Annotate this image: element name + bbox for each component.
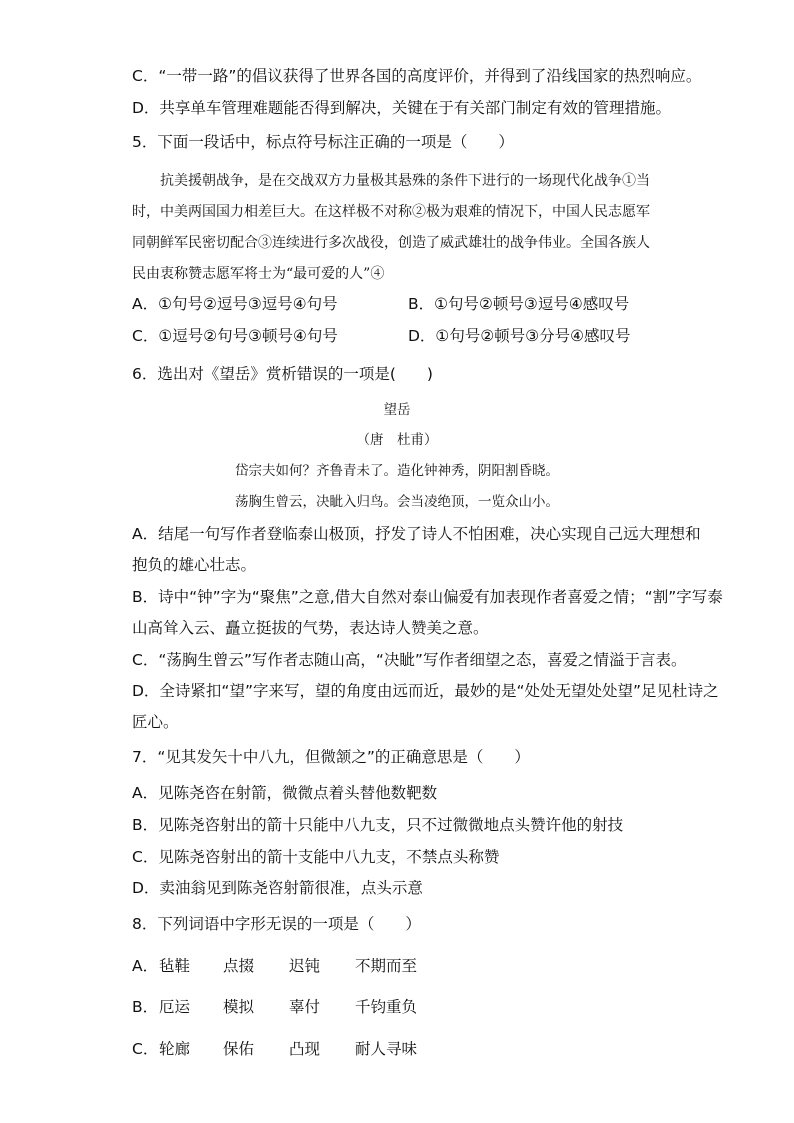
q5-passage-line-1: 抗美援朝战争，是在交战双方力量极其悬殊的条件下进行的一场现代化战争①当 [160,173,650,189]
q6-option-a-line-2: 抱负的雄心壮志。 [132,556,257,574]
q6-option-b-line-2: 山高耸入云、矗立挺拔的气势，表达诗人赞美之意。 [132,619,489,637]
q5-passage-line-3: 同朝鲜军民密切配合③连续进行多次战役，创造了威武雄壮的战争伟业。全国各族人 [132,235,650,251]
q8-option-c-label: C． [132,1040,159,1058]
q5-stem: 5．下面一段话中，标点符号标注正确的一项是（ ） [132,133,514,151]
q8-option-b-word-4: 千钧重负 [355,998,418,1016]
poem-author: （唐 杜甫） [356,432,438,448]
poem-title: 望岳 [383,402,411,418]
q7-option-b: B．见陈尧咨射出的箭十只能中八九支，只不过微微地点头赞许他的射技 [132,816,624,834]
q7-stem: 7．“见其发矢十中八九，但微颔之”的正确意思是（ ） [132,748,530,766]
q7-option-a: A．见陈尧咨在射箭，微微点着头替他数靶数 [132,784,438,802]
q8-option-b-word-1: 厄运 [159,998,191,1016]
q5-option-d: D．①句号②顿号③分号④感叹号 [408,327,631,345]
q5-passage-line-4: 民由衷称赞志愿军将士为“最可爱的人”④ [132,266,385,282]
q4-option-d: D．共享单车管理难题能否得到解决，关键在于有关部门制定有效的管理措施。 [132,99,671,117]
poem-line-1: 岱宗夫如何？齐鲁青未了。造化钟神秀，阴阳割昏晓。 [235,463,559,479]
q6-option-a-line-1: A．结尾一句写作者登临泰山极顶，抒发了诗人不怕困难，决心实现自己远大理想和 [132,525,701,543]
q8-option-c-word-3: 凸现 [289,1040,321,1058]
q6-stem: 6．选出对《望岳》赏析错误的一项是( ) [132,365,433,383]
q8-option-c-word-4: 耐人寻味 [355,1040,418,1058]
q5-option-c: C．①逗号②句号③顿号④句号 [132,327,338,345]
q6-option-b-line-1: B．诗中“钟”字为“聚焦”之意,借大自然对泰山偏爱有加表现作者喜爱之情；“割”字写泰 [132,588,723,606]
q7-option-d: D．卖油翁见到陈尧咨射箭很准，点头示意 [132,879,423,897]
q7-option-c: C．见陈尧咨射出的箭十支能中八九支，不禁点头称赞 [132,848,500,866]
q5-option-b: B．①句号②顿号③逗号④感叹号 [408,295,630,313]
q6-option-c: C．“荡胸生曾云”写作者志随山高，“决眦”写作者细望之态，喜爱之情溢于言表。 [132,651,687,669]
q8-option-a-word-2: 点掇 [223,957,255,975]
q8-stem: 8．下列词语中字形无误的一项是（ ） [132,915,421,933]
q8-option-b-label: B． [132,998,159,1016]
q8-option-a-label: A． [132,957,159,975]
q8-option-b-word-2: 模拟 [223,998,255,1016]
poem-line-2: 荡胸生曾云，决眦入归鸟。会当凌绝顶，一览众山小。 [235,494,559,510]
q8-option-a-word-3: 迟钝 [289,957,321,975]
q8-option-c-word-2: 保佑 [223,1040,255,1058]
q8-option-c-word-1: 轮廊 [159,1040,191,1058]
q8-option-a-word-4: 不期而至 [355,957,418,975]
q4-option-c: C．“一带一路”的倡议获得了世界各国的高度评价，并得到了沿线国家的热烈响应。 [132,67,702,85]
q6-option-d-line-2: 匠心。 [132,713,179,731]
q5-option-a: A．①句号②逗号③逗号④句号 [132,295,338,313]
q8-option-a-word-1: 毡鞋 [159,957,191,975]
q5-passage-line-2: 时，中美两国国力相差巨大。在这样极不对称②极为艰难的情况下，中国人民志愿军 [132,204,650,220]
q8-option-b-word-3: 辜付 [289,998,321,1016]
q6-option-d-line-1: D．全诗紧扣“望”字来写，望的角度由远而近，最妙的是“处处无望处处望”足见杜诗之 [132,682,719,700]
